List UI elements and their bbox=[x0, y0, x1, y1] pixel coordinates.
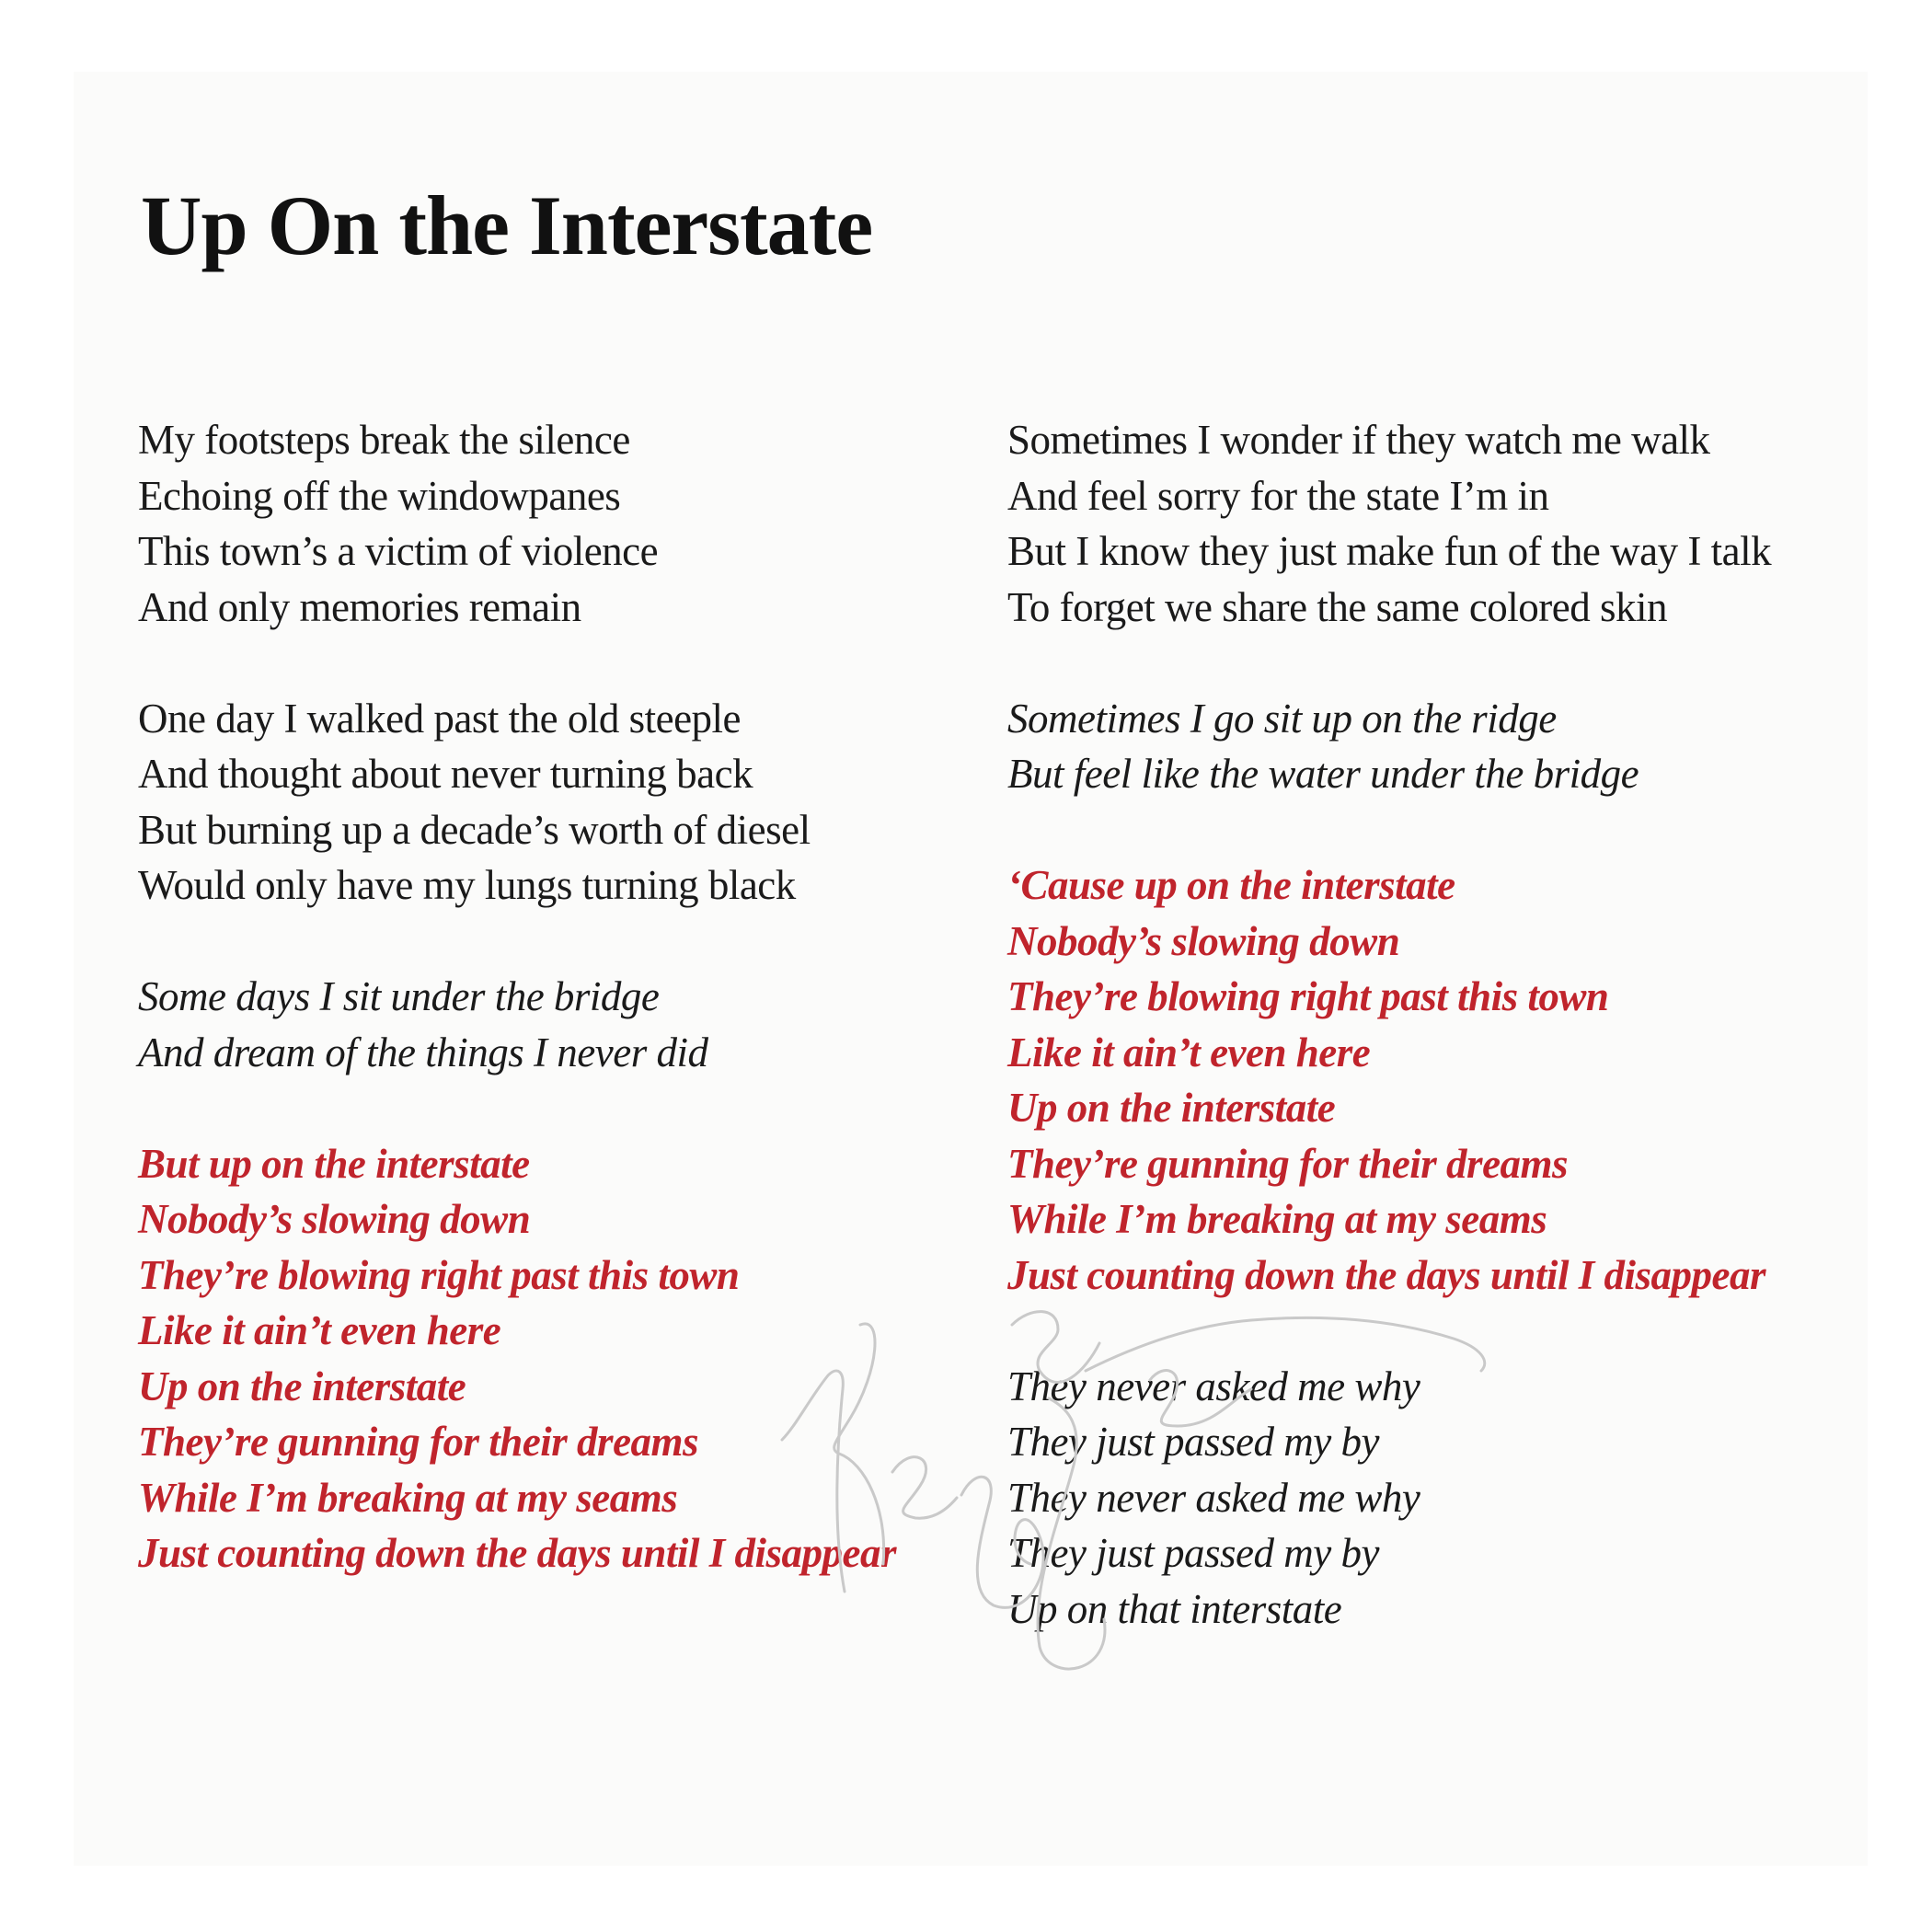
lyric-line: And only memories remain bbox=[138, 583, 581, 630]
lyric-line: But burning up a decade’s worth of diesel bbox=[138, 806, 811, 853]
lyric-line: They just passed my by bbox=[1007, 1419, 1379, 1465]
lyrics-left-column bbox=[138, 412, 966, 1637]
chorus-line: They’re gunning for their dreams bbox=[1007, 1140, 1569, 1187]
lyric-line: They never asked me why bbox=[1007, 1474, 1420, 1521]
lyric-line: Up on that interstate bbox=[1007, 1585, 1342, 1632]
lyric-line: And feel sorry for the state I’m in bbox=[1007, 472, 1549, 519]
outro bbox=[1007, 1359, 1835, 1638]
verse-3 bbox=[1007, 412, 1835, 635]
chorus-line: Up on the interstate bbox=[138, 1363, 466, 1409]
lyric-line: To forget we share the same colored skin bbox=[1007, 583, 1668, 630]
chorus-line: Like it ain’t even here bbox=[138, 1307, 501, 1353]
lyric-line: Would only have my lungs turning black bbox=[138, 862, 796, 908]
verse-2 bbox=[138, 691, 966, 914]
chorus-line: Like it ain’t even here bbox=[1007, 1029, 1371, 1075]
chorus-line: Nobody’s slowing down bbox=[1007, 917, 1400, 964]
pre-chorus-2 bbox=[1007, 691, 1835, 802]
lyric-line: Sometimes I wonder if they watch me walk bbox=[1007, 417, 1710, 463]
lyric-line: My footsteps break the silence bbox=[138, 417, 630, 463]
chorus-line: While I’m breaking at my seams bbox=[1007, 1196, 1547, 1242]
song-title: Up On the Interstate bbox=[141, 178, 873, 272]
lyric-line: They never asked me why bbox=[1007, 1363, 1420, 1409]
chorus-2 bbox=[1007, 857, 1835, 1303]
lyric-line: And dream of the things I never did bbox=[138, 1029, 708, 1075]
chorus-line: ‘Cause up on the interstate bbox=[1007, 862, 1455, 908]
chorus-line: Nobody’s slowing down bbox=[138, 1196, 531, 1242]
chorus-line: Just counting down the days until I disappear bbox=[138, 1530, 896, 1576]
chorus-1 bbox=[138, 1136, 966, 1581]
lyric-line: But I know they just make fun of the way I talk bbox=[1007, 528, 1772, 574]
lyric-line: And thought about never turning back bbox=[138, 751, 753, 797]
lyrics-right-column bbox=[1007, 412, 1835, 1693]
lyric-line: Echoing off the windowpanes bbox=[138, 472, 621, 519]
chorus-line: They’re blowing right past this town bbox=[1007, 973, 1609, 1019]
lyric-line: This town’s a victim of violence bbox=[138, 528, 659, 574]
chorus-line: While I’m breaking at my seams bbox=[138, 1474, 678, 1521]
chorus-line: But up on the interstate bbox=[138, 1140, 530, 1187]
lyric-line: Sometimes I go sit up on the ridge bbox=[1007, 695, 1557, 742]
chorus-line: They’re gunning for their dreams bbox=[138, 1419, 699, 1465]
pre-chorus-1 bbox=[138, 969, 966, 1080]
chorus-line: They’re blowing right past this town bbox=[138, 1251, 740, 1298]
lyric-line: One day I walked past the old steeple bbox=[138, 695, 742, 742]
lyric-line: They just passed my by bbox=[1007, 1530, 1379, 1576]
verse-1 bbox=[138, 412, 966, 635]
chorus-line: Up on the interstate bbox=[1007, 1085, 1336, 1131]
lyric-line: Some days I sit under the bridge bbox=[138, 973, 660, 1019]
lyric-line: But feel like the water under the bridge bbox=[1007, 751, 1639, 797]
chorus-line: Just counting down the days until I disappear bbox=[1007, 1251, 1765, 1298]
